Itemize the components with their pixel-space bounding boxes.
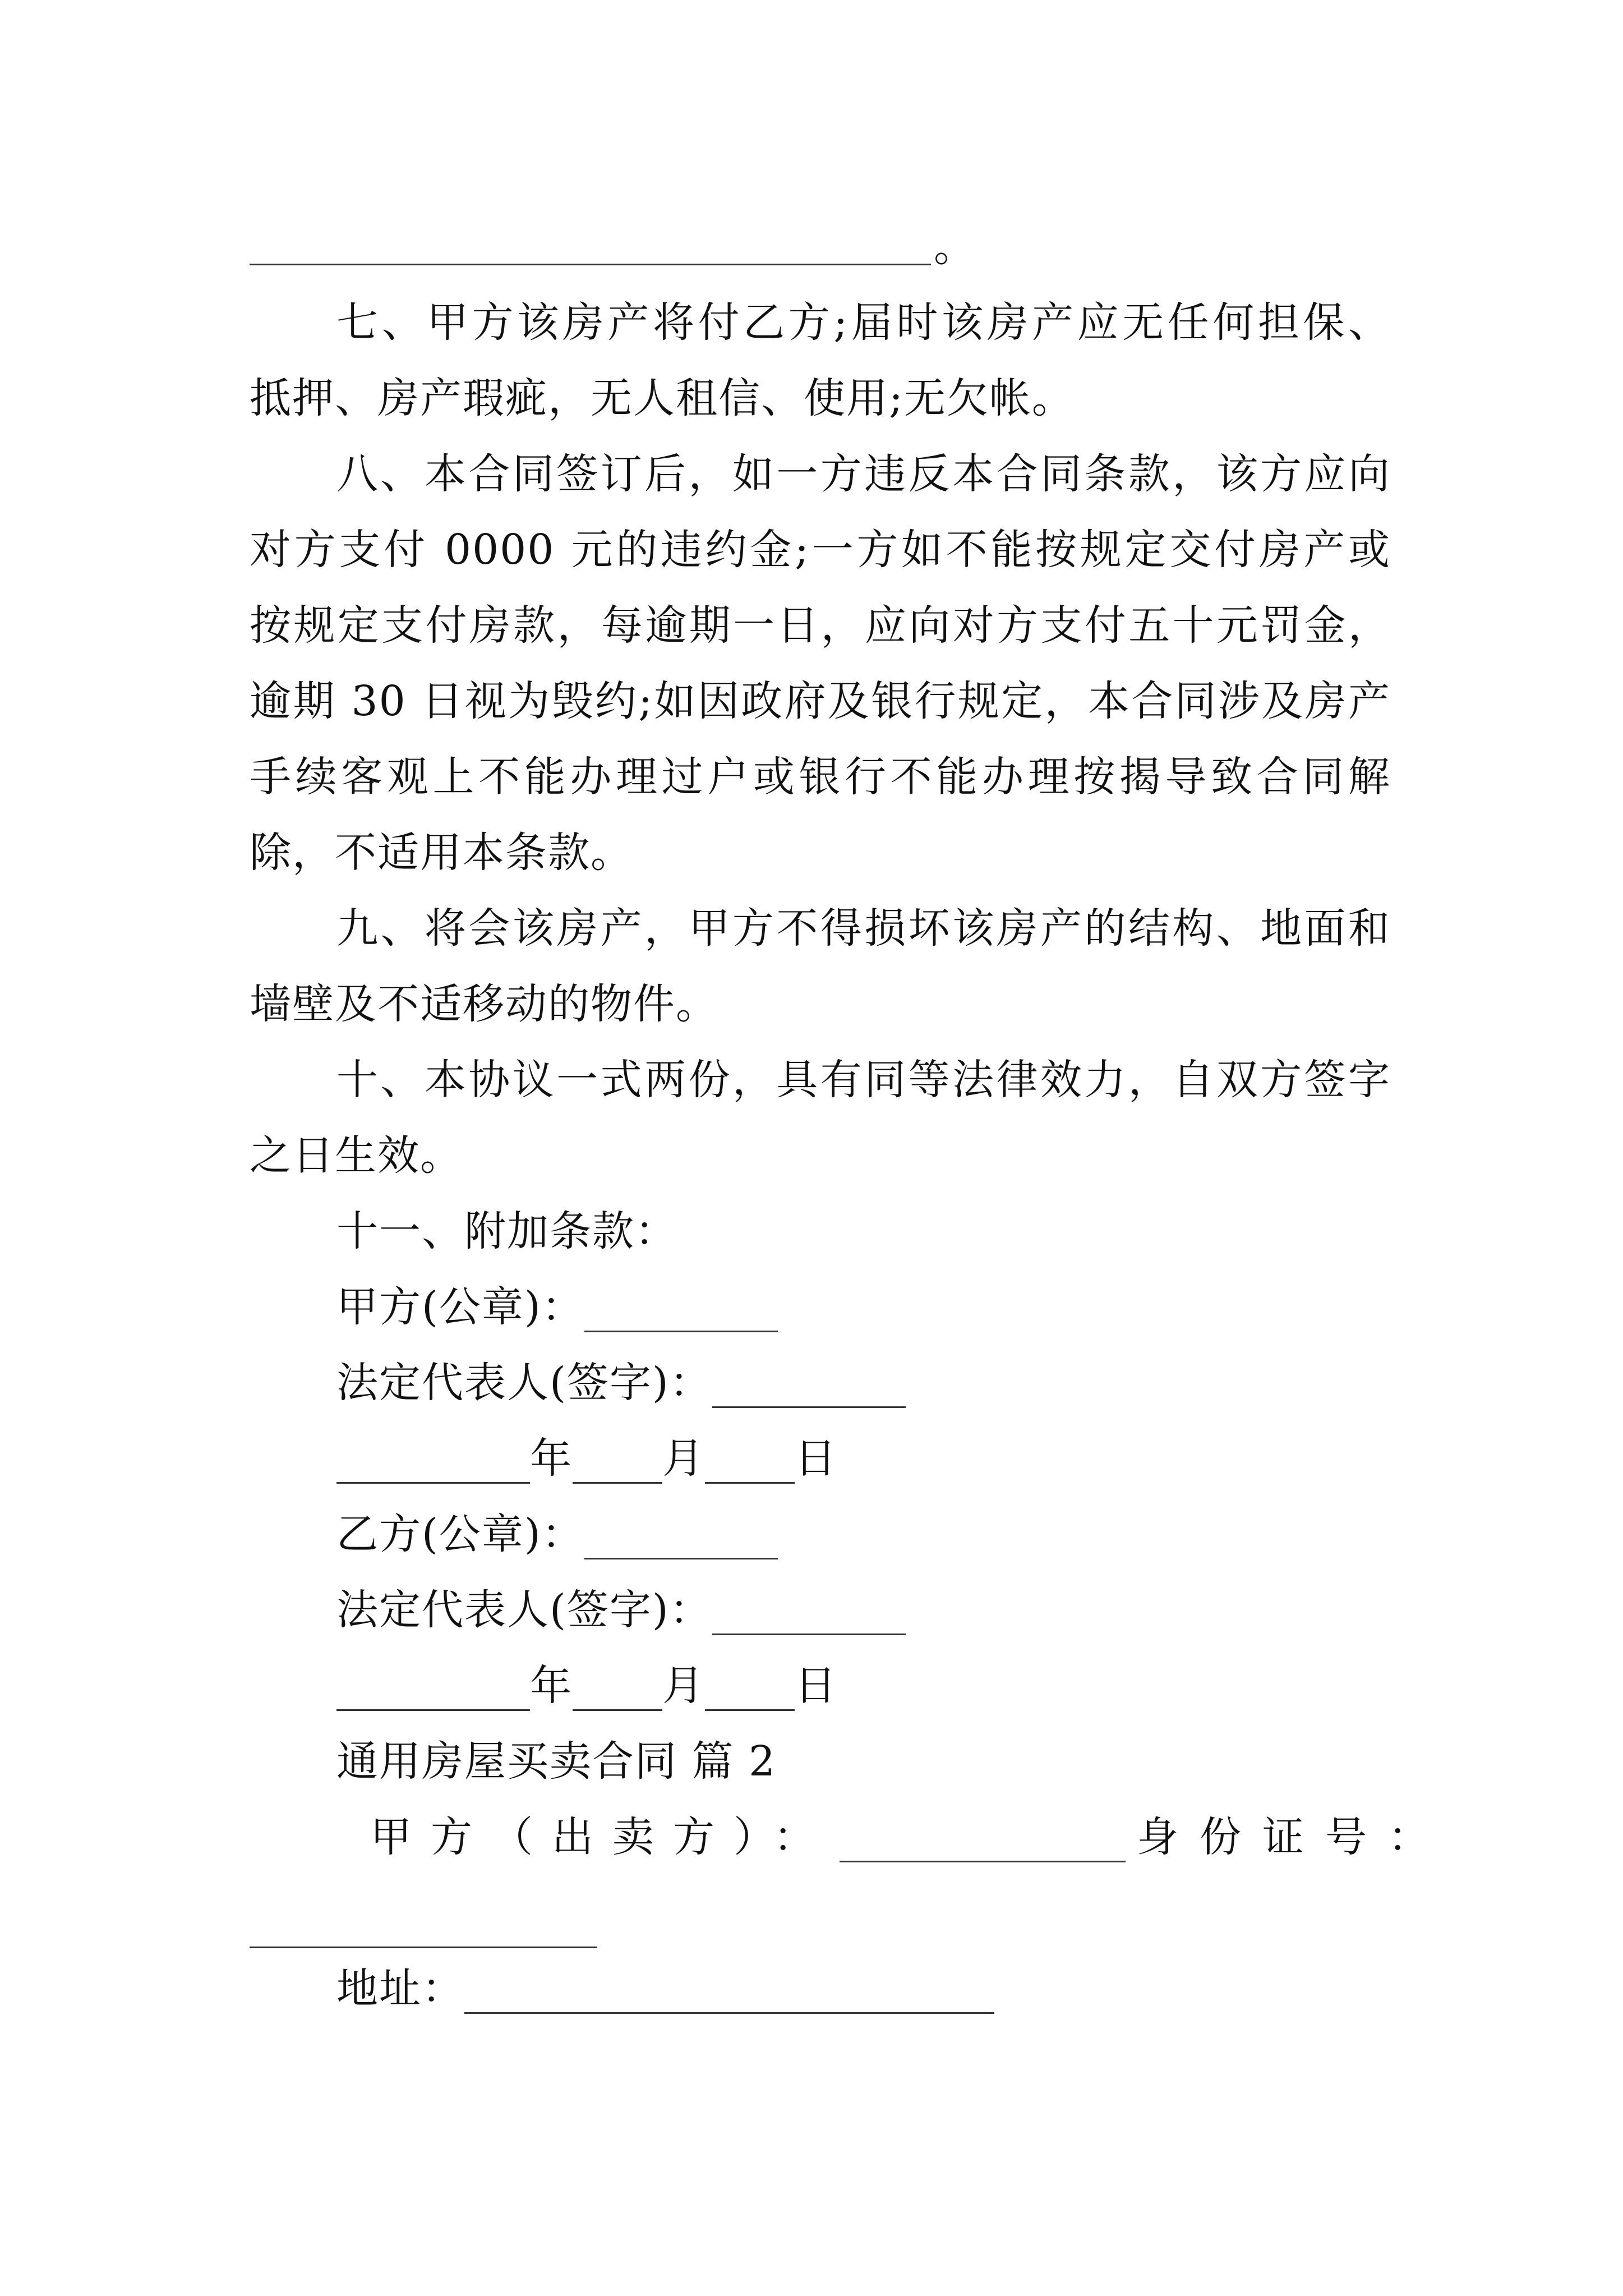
party-a-seal-row bbox=[336, 1282, 1391, 1332]
clause-8-line-2: 对方支付 0000 元的违约金;一方如不能按规定交付房产或 bbox=[250, 526, 1391, 574]
seller-label: 甲方（出卖方）： bbox=[370, 1813, 834, 1861]
day-label: 日 bbox=[795, 1434, 837, 1483]
clause-7-line-1: 七、甲方该房产将付乙方;届时该房产应无任何担保、 bbox=[336, 298, 1391, 347]
month-label: 月 bbox=[662, 1662, 705, 1710]
month-label: 月 bbox=[662, 1434, 705, 1483]
day-label: 日 bbox=[795, 1662, 837, 1710]
party-a-seal-label: 甲方(公章)： bbox=[336, 1283, 584, 1331]
clause-8-line-5: 手续客观上不能办理过户或银行不能办理按揭导致合同解 bbox=[250, 753, 1391, 801]
id-number-label: 身份证号： bbox=[1137, 1813, 1451, 1861]
blank-line bbox=[250, 264, 931, 265]
id-number-blank[interactable] bbox=[250, 1947, 597, 1948]
clause-7-line-2: 抵押、房产瑕疵，无人租信、使用;无欠帐。 bbox=[250, 374, 1075, 422]
party-b-seal-label: 乙方(公章)： bbox=[336, 1510, 584, 1558]
clause-10-line-2: 之日生效。 bbox=[250, 1131, 463, 1180]
clause-11-heading: 十一、附加条款： bbox=[336, 1207, 677, 1255]
party-b-day-blank[interactable] bbox=[705, 1670, 795, 1711]
seller-name-blank[interactable] bbox=[840, 1821, 1126, 1862]
section-title: 通用房屋买卖合同 篇 2 bbox=[336, 1737, 777, 1786]
party-b-seal-blank[interactable] bbox=[584, 1519, 778, 1559]
party-a-rep-label: 法定代表人(签字)： bbox=[336, 1359, 712, 1407]
party-b-rep-label: 法定代表人(签字)： bbox=[336, 1586, 712, 1634]
party-a-date-row bbox=[336, 1433, 1391, 1484]
year-label: 年 bbox=[530, 1662, 573, 1710]
address-row bbox=[336, 1963, 1391, 2014]
period: 。 bbox=[934, 223, 976, 271]
seller-row bbox=[370, 1812, 1451, 1862]
party-b-month-blank[interactable] bbox=[573, 1670, 662, 1711]
party-a-day-blank[interactable] bbox=[705, 1443, 795, 1484]
address-label: 地址： bbox=[336, 1964, 464, 2013]
clause-8-line-3: 按规定支付房款，每逾期一日，应向对方支付五十元罚金， bbox=[250, 601, 1391, 650]
party-a-rep-blank[interactable] bbox=[712, 1367, 906, 1408]
year-label: 年 bbox=[530, 1434, 573, 1483]
party-b-seal-row bbox=[336, 1509, 1391, 1559]
party-b-rep-row bbox=[336, 1585, 1391, 1635]
clause-10-line-1: 十、本协议一式两份，具有同等法律效力，自双方签字 bbox=[336, 1056, 1391, 1104]
clause-9-line-2: 墙壁及不适移动的物件。 bbox=[250, 980, 718, 1028]
clause-9-line-1: 九、将会该房产，甲方不得损坏该房产的结构、地面和 bbox=[336, 904, 1391, 953]
clause-8-line-4: 逾期 30 日视为毁约;如因政府及银行规定，本合同涉及房产 bbox=[250, 677, 1391, 725]
party-a-seal-blank[interactable] bbox=[584, 1291, 778, 1332]
party-a-month-blank[interactable] bbox=[573, 1443, 662, 1484]
party-a-year-blank[interactable] bbox=[336, 1443, 530, 1484]
clause-8-line-6: 除，不适用本条款。 bbox=[250, 829, 633, 877]
party-a-rep-row bbox=[336, 1358, 1391, 1408]
address-blank[interactable] bbox=[464, 1973, 994, 2014]
party-b-year-blank[interactable] bbox=[336, 1670, 530, 1711]
party-b-date-row bbox=[336, 1660, 1391, 1711]
clause-8-line-1: 八、本合同签订后，如一方违反本合同条款，该方应向 bbox=[336, 450, 1391, 498]
party-b-rep-blank[interactable] bbox=[712, 1594, 906, 1635]
